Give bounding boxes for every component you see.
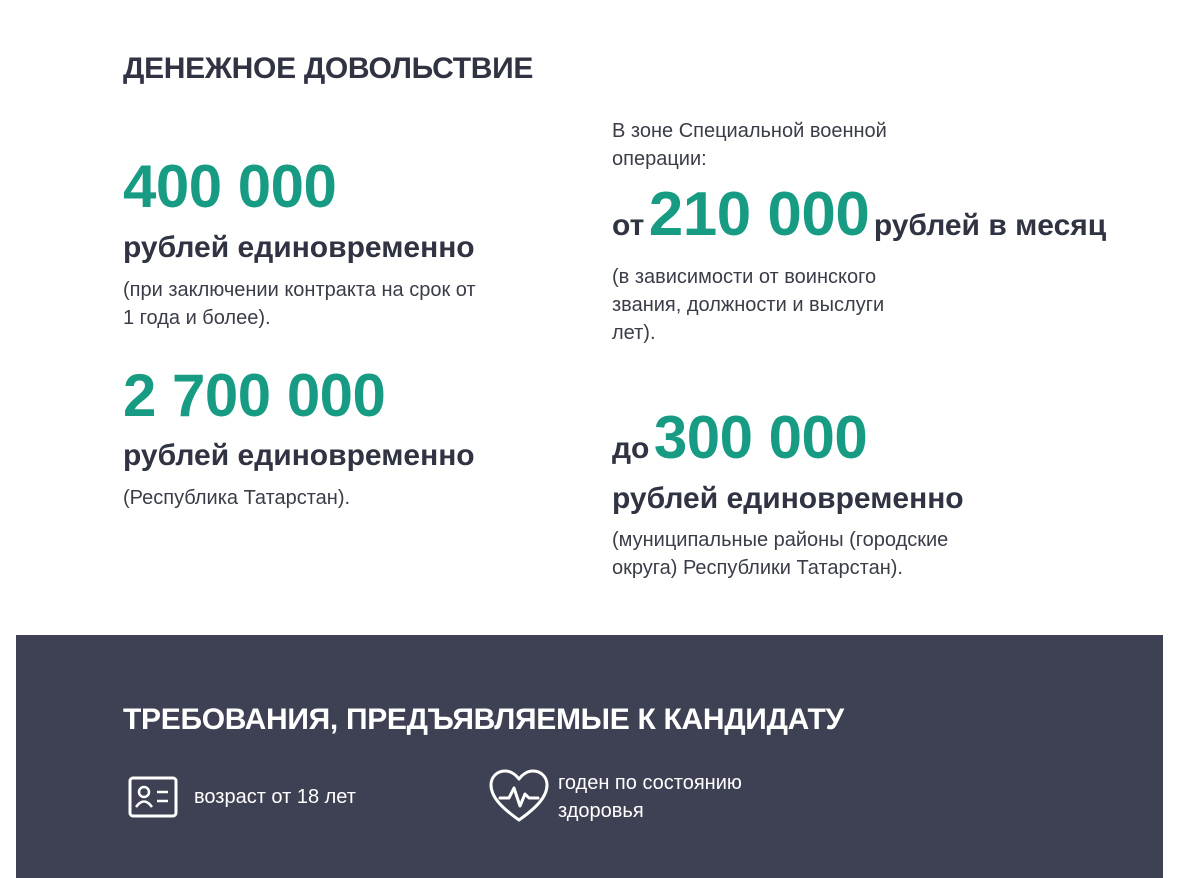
- svo-intro-line1: В зоне Специальной военной: [612, 120, 887, 142]
- amount-300000: 300 000: [653, 404, 868, 471]
- amount-note-2: (Республика Татарстан).: [123, 487, 351, 509]
- requirement-health-line1: годен по состоянию: [558, 772, 742, 794]
- monthly-pay-note-line2: звания, должности и выслуги: [612, 294, 885, 316]
- requirements-title: ТРЕБОВАНИЯ, ПРЕДЪЯВЛЯЕМЫЕ К КАНДИДАТУ: [123, 703, 844, 736]
- section-title: ДЕНЕЖНОЕ ДОВОЛЬСТВИЕ: [123, 52, 534, 85]
- monthly-pay-note-line3: лет).: [612, 322, 656, 344]
- requirement-health-line2: здоровья: [558, 800, 644, 822]
- id-card-icon: [128, 776, 178, 823]
- municipal-pay-note-line2: округа) Республики Татарстан).: [612, 557, 903, 579]
- svo-intro-line2: операции:: [612, 148, 707, 170]
- municipal-pay-note-line1: (муниципальные районы (городские: [612, 529, 949, 551]
- amount-note-1-line1: (при заключении контракта на срок от: [123, 279, 476, 301]
- monthly-pay-prefix: от: [612, 209, 645, 242]
- svo-intro: [612, 117, 887, 173]
- requirements-panel: [16, 635, 1163, 878]
- amount-400000: 400 000: [123, 153, 337, 220]
- monthly-pay-note-line1: (в зависимости от воинского: [612, 266, 877, 288]
- monthly-pay-note: [612, 263, 884, 347]
- amount-note-1: [123, 276, 476, 332]
- amount-unit-1: рублей единовременно: [123, 231, 475, 264]
- heart-pulse-icon: [488, 768, 550, 829]
- municipal-pay-row: [612, 404, 868, 471]
- amount-note-1-line2: 1 года и более).: [123, 307, 271, 329]
- amount-2700000: 2 700 000: [123, 362, 386, 429]
- amount-unit-3: рублей единовременно: [612, 482, 964, 515]
- requirement-age: возраст от 18 лет: [194, 786, 356, 808]
- monthly-pay-row: [612, 180, 1107, 249]
- amount-210000: 210 000: [648, 180, 870, 249]
- municipal-pay-note: [612, 526, 948, 582]
- amount-unit-2: рублей единовременно: [123, 439, 475, 472]
- municipal-pay-prefix: до: [612, 432, 650, 465]
- monthly-pay-suffix: рублей в месяц: [873, 209, 1107, 242]
- requirement-health: [558, 769, 742, 825]
